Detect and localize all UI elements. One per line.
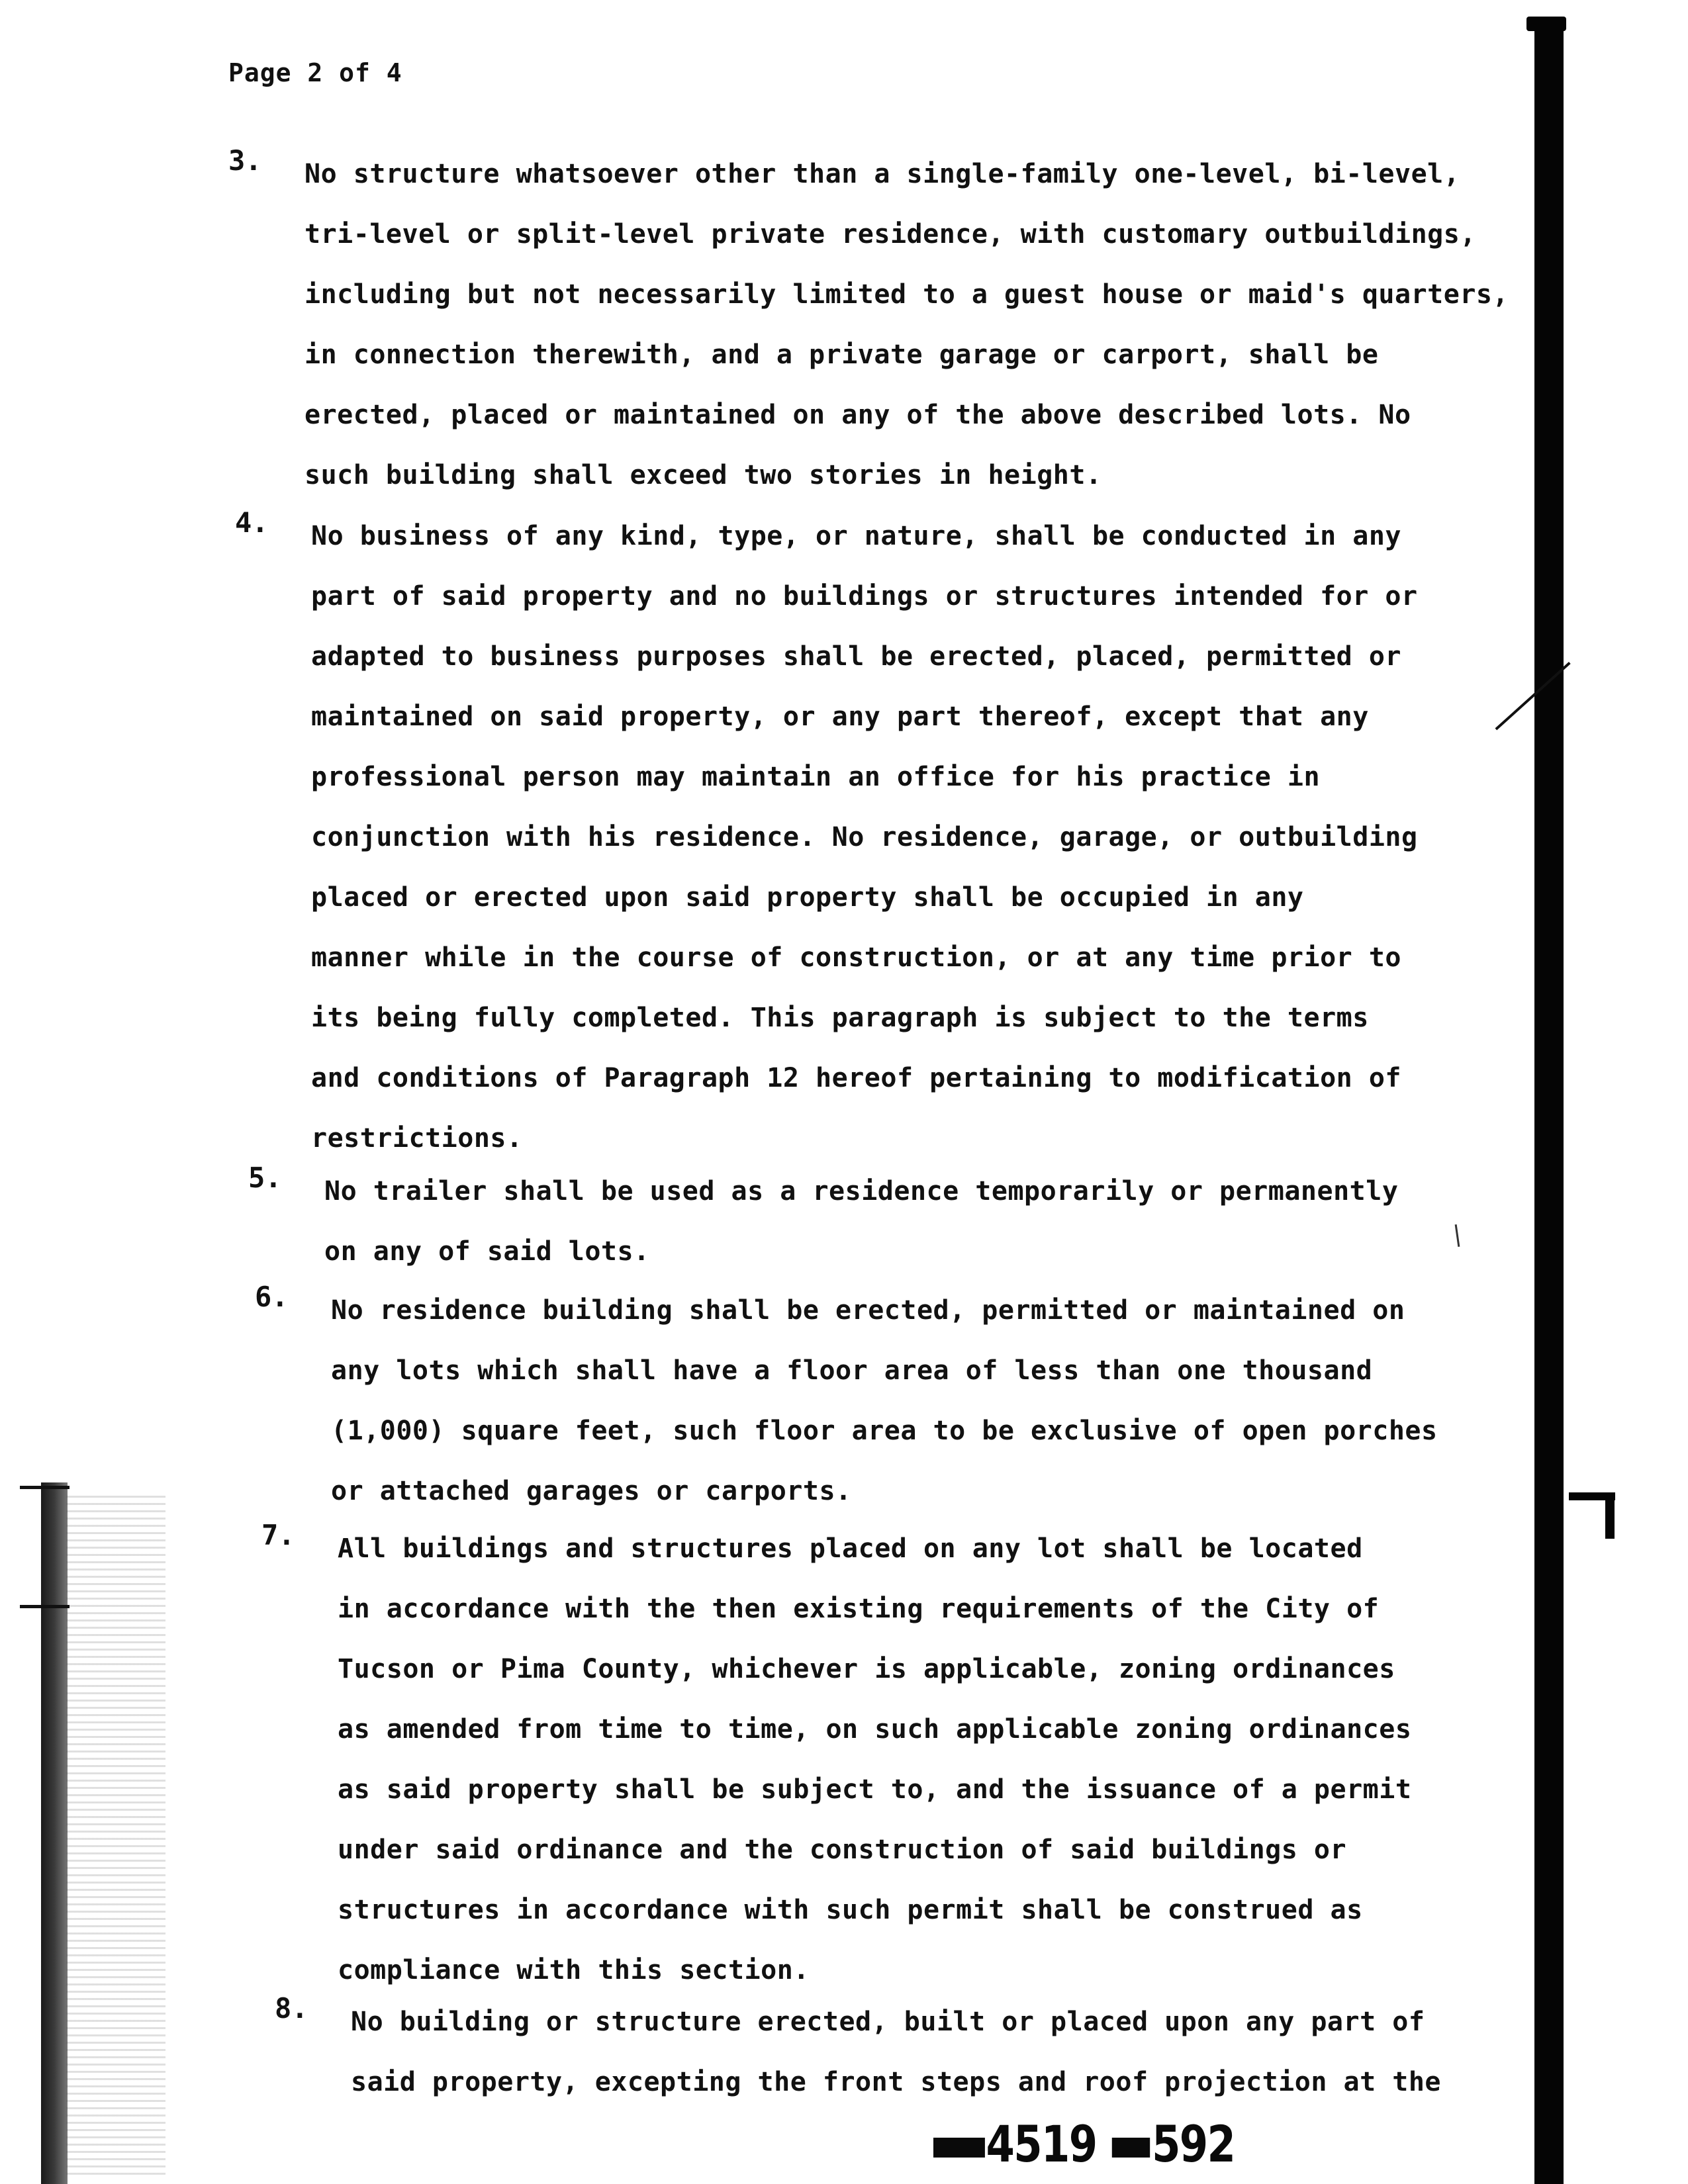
paragraph-text bbox=[351, 1992, 1441, 2113]
scan-mark-left-bottom bbox=[20, 1605, 70, 1608]
text-line: conjunction with his residence. No residence, garage, or outbuilding bbox=[311, 822, 1418, 852]
paragraph-text bbox=[311, 506, 1418, 1169]
stamp-block-mid bbox=[1111, 2138, 1149, 2158]
paragraph-number: 7. bbox=[261, 1519, 295, 1551]
text-line: in connection therewith, and a private garage or carport, shall be bbox=[305, 340, 1379, 370]
text-line: No residence building shall be erected, permitted or maintained on bbox=[331, 1295, 1405, 1326]
paragraph-number: 3. bbox=[228, 144, 262, 177]
paragraph-text bbox=[305, 144, 1509, 506]
text-line: maintained on said property, or any part thereof, except that any bbox=[311, 702, 1369, 732]
scan-edge-bar-left bbox=[41, 1482, 68, 2184]
paragraph-text bbox=[331, 1281, 1438, 1522]
text-line: Tucson or Pima County, whichever is applicable, zoning ordinances bbox=[338, 1654, 1395, 1684]
paragraph-number: 6. bbox=[255, 1281, 289, 1313]
text-line: restrictions. bbox=[311, 1123, 523, 1154]
text-line: No building or structure erected, built or placed upon any part of bbox=[351, 2007, 1425, 2037]
text-line: such building shall exceed two stories in height. bbox=[305, 460, 1102, 490]
page-number-label: Page 2 of 4 bbox=[228, 58, 402, 87]
text-line: or attached garages or carports. bbox=[331, 1476, 852, 1506]
stamp-block-left bbox=[933, 2138, 985, 2158]
text-line: its being fully completed. This paragraph is subject to the terms bbox=[311, 1003, 1369, 1033]
text-line: said property, excepting the front steps and roof projection at the bbox=[351, 2067, 1441, 2097]
paragraph-number: 4. bbox=[235, 506, 269, 539]
text-line: and conditions of Paragraph 12 hereof pertaining to modification of bbox=[311, 1063, 1401, 1093]
paragraph-text bbox=[338, 1519, 1411, 2001]
text-line: under said ordinance and the construction of said buildings or bbox=[338, 1835, 1347, 1865]
text-line: (1,000) square feet, such floor area to be exclusive of open porches bbox=[331, 1416, 1438, 1446]
text-line: any lots which shall have a floor area of less than one thousand bbox=[331, 1355, 1373, 1386]
paragraph-number: 8. bbox=[275, 1992, 308, 2025]
recording-stamp bbox=[933, 2115, 1235, 2173]
text-line: All buildings and structures placed on any lot shall be located bbox=[338, 1533, 1363, 1564]
text-line: in accordance with the then existing requirements of the City of bbox=[338, 1594, 1380, 1624]
text-line: tri-level or split-level private residence, with customary outbuildings, bbox=[305, 219, 1476, 250]
text-line: No trailer shall be used as a residence temporarily or permanently bbox=[324, 1176, 1399, 1206]
text-line: No business of any kind, type, or nature, shall be conducted in any bbox=[311, 521, 1401, 551]
text-line: adapted to business purposes shall be erected, placed, permitted or bbox=[311, 641, 1401, 672]
text-line: compliance with this section. bbox=[338, 1955, 810, 1985]
text-line: No structure whatsoever other than a single-family one-level, bi-level, bbox=[305, 159, 1460, 189]
text-line: erected, placed or maintained on any of the above described lots. No bbox=[305, 400, 1411, 430]
text-line: part of said property and no buildings or structures intended for or bbox=[311, 581, 1418, 612]
text-line: professional person may maintain an office for his practice in bbox=[311, 762, 1321, 792]
paragraph-number: 5. bbox=[248, 1161, 282, 1194]
paragraph-text bbox=[324, 1161, 1398, 1282]
scan-corner-mark-v bbox=[1605, 1492, 1615, 1539]
text-line: including but not necessarily limited to a guest house or maid's quarters, bbox=[305, 279, 1509, 310]
scan-edge-bar-right bbox=[1534, 23, 1564, 2184]
scan-speckle-left bbox=[66, 1496, 165, 2177]
book-number: 4519 bbox=[986, 2115, 1097, 2173]
page-number: 592 bbox=[1152, 2115, 1235, 2173]
text-line: manner while in the course of construction, or at any time prior to bbox=[311, 942, 1401, 973]
text-line: placed or erected upon said property shall be occupied in any bbox=[311, 882, 1304, 913]
scan-tick-mark bbox=[1455, 1224, 1460, 1247]
scan-mark-left-top bbox=[20, 1486, 70, 1489]
text-line: as amended from time to time, on such applicable zoning ordinances bbox=[338, 1714, 1412, 1745]
text-line: structures in accordance with such permit shall be construed as bbox=[338, 1895, 1363, 1925]
text-line: as said property shall be subject to, and the issuance of a permit bbox=[338, 1774, 1412, 1805]
text-line: on any of said lots. bbox=[324, 1236, 650, 1267]
